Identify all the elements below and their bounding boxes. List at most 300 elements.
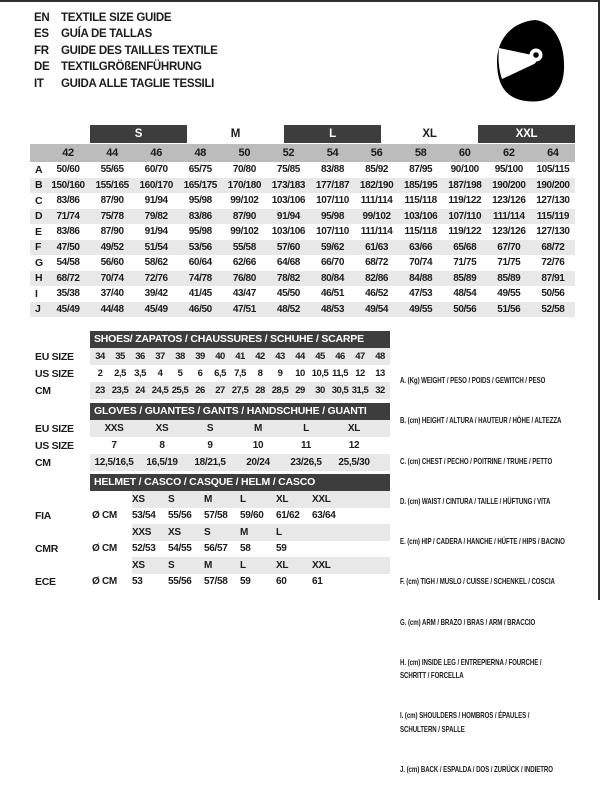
- measurement-value: 82/86: [365, 272, 389, 284]
- measurement-value: 173/183: [271, 179, 306, 191]
- measurement-value: 123/126: [492, 226, 526, 238]
- measurement-value: 83/88: [320, 164, 345, 176]
- measurement-value: 52/58: [541, 303, 565, 315]
- legend-item: A. (Kg) WEIGHT / PESO / POIDS / GEWITCH / PESO: [400, 375, 546, 386]
- measurement-letter: C: [35, 194, 43, 207]
- measurement-value: 99/102: [230, 195, 259, 207]
- measurement-value: 115/118: [404, 226, 437, 238]
- measurement-value: 150/160: [51, 179, 85, 191]
- shoes-size-value: 31,5: [351, 385, 369, 396]
- shoes-size-value: 24,5: [151, 385, 169, 396]
- row-label: EU SIZE: [35, 350, 74, 363]
- measurement-value: 71/75: [497, 257, 521, 269]
- helmet-size-label: M: [204, 493, 213, 505]
- measurement-value: 48/54: [453, 288, 477, 300]
- gloves-row: [35, 437, 390, 454]
- measurement-value: 72/76: [144, 272, 168, 284]
- helmet-size-value: 59: [240, 576, 251, 588]
- helmet-size-value: 63/64: [312, 510, 336, 522]
- shoes-size-value: 32: [375, 385, 385, 396]
- legend-item: C. (cm) CHEST / PECHO / POITRINE / TRUHE / PETTO: [400, 455, 553, 466]
- shoes-size-value: 28,5: [271, 385, 289, 396]
- helmet-size-label: S: [168, 493, 175, 505]
- shoes-size-value: 26: [195, 385, 205, 396]
- gloves-title-bar: GLOVES / GUANTES / GANTS / HANDSCHUHE / GUANTI: [90, 403, 390, 420]
- measurement-value: 190/200: [492, 179, 526, 191]
- measurement-value: 64/68: [276, 257, 300, 269]
- helmet-size-label: M: [204, 559, 213, 571]
- helmet-groups: [35, 491, 390, 590]
- gloves-size-value: 11: [301, 440, 311, 451]
- helmet-size-label: S: [168, 559, 175, 571]
- gloves-size-value: 16,5/19: [146, 457, 178, 468]
- eu-size-header-spacer: [30, 144, 46, 162]
- shoes-cells: [90, 348, 390, 365]
- gloves-size-value: 7: [111, 440, 117, 451]
- measurement-value: 49/55: [497, 288, 521, 300]
- eu-size-value: 44: [106, 147, 118, 159]
- eu-size-value: 46: [150, 147, 163, 159]
- eu-size-value: 58: [414, 147, 427, 159]
- helmet-size-row: [90, 557, 390, 574]
- measurement-cells: [46, 304, 575, 315]
- shoes-size-value: 2,5: [114, 368, 126, 379]
- gloves-size-value: XS: [155, 423, 169, 434]
- shoes-size-value: 28: [255, 385, 265, 396]
- measurement-value: 90/100: [450, 164, 479, 176]
- gloves-rows: [35, 420, 390, 471]
- measurement-value: 111/114: [492, 210, 525, 222]
- measurement-value: 87/90: [100, 195, 124, 207]
- helmet-size-label: XL: [276, 559, 289, 571]
- size-group-slots: [90, 125, 575, 143]
- size-group-label: M: [230, 128, 241, 140]
- row-label: US SIZE: [35, 367, 74, 380]
- language-title-row: [34, 10, 218, 26]
- measurement-legend: [400, 334, 616, 790]
- measurement-value: 84/88: [409, 272, 433, 284]
- helmet-size-label: [312, 527, 348, 538]
- legend-item: H. (cm) INSIDE LEG / ENTREPIERNA / FOURCHE / SCHRITT / FORCELLA: [400, 656, 542, 681]
- gloves-size-value: 12: [348, 440, 360, 451]
- helmet-size-label: XXS: [132, 526, 152, 538]
- guide-title: GUIDA ALLE TAGLIE TESSILI: [61, 77, 215, 90]
- shoes-size-value: 4: [157, 368, 163, 379]
- helmet-standard-rows: [90, 557, 390, 590]
- measurement-letter: H: [35, 272, 43, 285]
- legend-item: D. (cm) WAIST / CINTURA / TAILLE / HÜFTUNG / VITA: [400, 495, 551, 506]
- helmet-size-value: 55/56: [168, 510, 192, 522]
- helmet-size-label: S: [204, 526, 211, 538]
- eu-size-value: 48: [194, 147, 207, 159]
- guide-title: TEXTILGRÖßENFÜHRUNG: [61, 61, 202, 74]
- measurement-value: 55/65: [100, 164, 124, 176]
- measurement-value: 80/84: [320, 272, 345, 284]
- measurement-row: [30, 286, 575, 302]
- size-group-label: XL: [422, 128, 437, 140]
- helmet-standard-group: [35, 491, 390, 524]
- shoes-row: [35, 382, 390, 399]
- measurement-value: 85/89: [453, 272, 477, 284]
- shoes-size-value: 39: [195, 351, 205, 362]
- helmet-size-label: XXL: [312, 559, 331, 571]
- shoes-size-value: 30: [315, 385, 325, 396]
- measurement-value: 119/122: [448, 226, 482, 238]
- shoes-size-value: 27: [215, 385, 225, 396]
- shoes-size-value: 13: [375, 368, 385, 379]
- measurement-value: 49/54: [365, 303, 389, 315]
- measurement-value: 58/62: [144, 257, 168, 269]
- measurement-value: 50/56: [541, 288, 565, 300]
- measurement-value: 59/62: [320, 241, 345, 253]
- shoes-cells: [90, 365, 390, 382]
- measurement-row: [30, 178, 575, 194]
- measurement-cells: [46, 195, 575, 206]
- helmet-size-label: XS: [132, 559, 145, 571]
- guide-title: GUIDE DES TAILLES TEXTILE: [61, 44, 218, 57]
- helmet-size-value: [312, 543, 348, 554]
- eu-size-value: 56: [370, 147, 383, 159]
- measurement-value: 46/51: [320, 288, 345, 300]
- eu-size-header-row: [30, 144, 575, 162]
- shoes-size-value: 2: [97, 368, 103, 379]
- language-title-row: [34, 76, 218, 92]
- eu-size-value: 62: [503, 147, 515, 159]
- measurement-value: 71/75: [453, 257, 477, 269]
- helmet-standard-label: CMR: [35, 543, 59, 555]
- measurement-row: [30, 193, 575, 209]
- helmet-size-label: L: [240, 559, 246, 571]
- helmet-size-label: XL: [276, 493, 289, 505]
- measurement-value: 61/63: [365, 241, 389, 253]
- shoes-title-bar: SHOES/ ZAPATOS / CHAUSSURES / SCHUHE / SCARPE: [90, 331, 390, 348]
- measurement-letter: B: [35, 179, 43, 192]
- measurement-value: 47/50: [56, 241, 80, 253]
- measurement-value: 71/74: [56, 210, 80, 222]
- measurement-value: 123/126: [492, 195, 526, 207]
- measurement-value: 51/54: [144, 241, 168, 253]
- measurement-cells: [46, 257, 575, 268]
- measurement-value: 43/47: [232, 288, 256, 300]
- eu-size-cells: [46, 144, 575, 162]
- measurement-value: 95/98: [188, 226, 212, 238]
- measurement-value: 56/60: [100, 257, 124, 269]
- measurement-cells: [46, 288, 575, 299]
- helmet-standard-label: ECE: [35, 576, 56, 588]
- measurement-value: 185/195: [403, 179, 438, 191]
- measurement-value: 115/119: [536, 210, 570, 222]
- helmet-size-value: 55/56: [168, 576, 192, 588]
- shoes-rows: [35, 348, 390, 399]
- measurement-value: 45/49: [56, 303, 80, 315]
- language-code: EN: [34, 12, 50, 24]
- helmet-size-value: 53/54: [132, 510, 156, 522]
- shoes-size-value: 35: [115, 351, 125, 362]
- legend-item: I. (cm) SHOULDERS / HOMBROS / ÉPAULES / SCHULTERN / SPALLE: [400, 710, 530, 734]
- measurement-value: 95/98: [320, 210, 345, 222]
- language-code: DE: [34, 61, 50, 74]
- measurement-row: [30, 209, 575, 225]
- measurement-value: 66/70: [320, 257, 345, 269]
- measurement-value: 91/94: [276, 210, 300, 222]
- measurement-value: 70/80: [232, 164, 256, 176]
- size-group-label: S: [90, 125, 187, 143]
- language-title-row: [34, 43, 218, 59]
- shoes-size-value: 47: [355, 351, 365, 362]
- racing-helmet-icon: [490, 17, 570, 105]
- shoes-size-value: 29: [295, 385, 305, 396]
- row-label: CM: [35, 456, 51, 469]
- helmet-unit-cell: Ø CM: [92, 510, 117, 522]
- gloves-size-value: L: [303, 423, 309, 434]
- measurement-letter: J: [35, 303, 41, 316]
- measurement-value: 95/100: [494, 164, 523, 176]
- measurement-value: 55/58: [232, 241, 256, 253]
- helmet-standard-group: [35, 557, 390, 590]
- helmet-size-value: 61/62: [276, 510, 300, 522]
- measurement-value: 107/110: [316, 195, 349, 207]
- measurement-letter: F: [35, 241, 42, 254]
- measurement-value: 49/52: [100, 241, 124, 253]
- helmet-value-cells: [132, 543, 348, 554]
- measurement-letter: A: [35, 163, 43, 176]
- helmet-size-label: XS: [168, 526, 181, 538]
- measurement-value: 65/75: [188, 164, 212, 176]
- shoes-size-value: 6: [197, 368, 203, 379]
- measurement-value: 85/92: [365, 164, 389, 176]
- helmet-value-row: [90, 541, 390, 558]
- legend-item: G. (cm) ARM / BRAZO / BRAS / ARM / BRACCIO: [400, 616, 536, 627]
- shoes-size-value: 8: [257, 368, 263, 379]
- row-label: US SIZE: [35, 439, 74, 452]
- shoes-size-value: 30,5: [331, 385, 349, 396]
- gloves-section: [35, 403, 390, 471]
- legend-item: B. (cm) HEIGHT / ALTURA / HAUTEUR / HÖHE / ALTEZZA: [400, 415, 562, 426]
- shoes-row: [35, 348, 390, 365]
- eu-size-value: 50: [238, 147, 251, 159]
- shoes-size-value: 38: [175, 351, 185, 362]
- gloves-size-value: XXS: [104, 423, 124, 434]
- shoes-size-value: 3,5: [134, 368, 146, 379]
- measurement-letter: G: [35, 256, 44, 269]
- measurement-value: 87/90: [232, 210, 256, 222]
- eu-size-value: 60: [458, 147, 471, 159]
- measurement-value: 63/66: [409, 241, 433, 253]
- eu-size-value: 64: [547, 147, 559, 159]
- language-title-row: [34, 59, 218, 75]
- measurement-value: 70/74: [409, 257, 433, 269]
- language-title-list: [34, 10, 218, 92]
- helmet-size-label: M: [240, 526, 249, 538]
- helmet-size-row-spacer: [90, 491, 132, 508]
- measurement-value: 99/102: [230, 226, 259, 238]
- measurement-value: 83/86: [188, 210, 212, 222]
- gloves-cells: [90, 454, 390, 471]
- measurement-value: 103/106: [271, 226, 306, 238]
- measurement-letter: D: [35, 210, 43, 223]
- gloves-size-value: 20/24: [246, 457, 270, 468]
- measurement-value: 57/60: [276, 241, 300, 253]
- shoes-size-value: 6,5: [214, 368, 226, 379]
- measurement-value: 119/122: [448, 195, 482, 207]
- helmet-size-row-spacer: [90, 557, 132, 574]
- measurement-value: 53/56: [188, 241, 212, 253]
- helmet-size-cells: [132, 560, 348, 571]
- shoes-size-value: 7,5: [234, 368, 246, 379]
- helmet-value-row: [90, 508, 390, 525]
- measurement-value: 60/70: [144, 164, 168, 176]
- helmet-size-value: 59/60: [240, 510, 264, 522]
- helmet-standard-rows: [90, 491, 390, 524]
- shoes-size-value: 9: [277, 368, 283, 379]
- shoes-size-value: 42: [255, 351, 265, 362]
- language-title-row: [34, 26, 218, 42]
- measurement-value: 75/85: [276, 164, 300, 176]
- measurement-value: 79/82: [144, 210, 168, 222]
- measurement-value: 67/70: [497, 241, 521, 253]
- gloves-size-value: XL: [347, 423, 361, 434]
- shoes-size-value: 24: [135, 385, 145, 396]
- measurement-cells: [46, 242, 575, 253]
- helmet-size-row: [90, 524, 390, 541]
- measurement-value: 95/98: [188, 195, 212, 207]
- gloves-cells: [90, 437, 390, 454]
- measurement-value: 76/80: [232, 272, 256, 284]
- helmet-size-value: 53: [132, 576, 143, 588]
- legend-item: J. (cm) BACK / ESPALDA / DOS / ZURÜCK / INDIETRO: [400, 764, 553, 774]
- shoes-size-value: 37: [155, 351, 165, 362]
- shoes-size-value: 10,5: [311, 368, 329, 379]
- helmet-size-label: XXL: [312, 493, 331, 505]
- helmet-standard-rows: [90, 524, 390, 557]
- measurement-rows: [30, 162, 575, 317]
- shoes-size-value: 40: [215, 351, 225, 362]
- measurement-value: 87/95: [409, 164, 433, 176]
- eu-size-value: 42: [62, 147, 74, 159]
- measurement-value: 87/90: [100, 226, 124, 238]
- measurement-row: [30, 302, 575, 318]
- gloves-row: [35, 420, 390, 437]
- shoes-size-value: 44: [295, 351, 305, 362]
- measurement-letter: E: [35, 225, 43, 238]
- legend-item: E. (cm) HIP / CADERA / HANCHE / HÜFTE / HIPS / BACINO: [400, 536, 565, 547]
- helmet-size-label: XS: [132, 493, 145, 505]
- shoes-section: [35, 331, 390, 399]
- shoes-size-value: 11,5: [332, 368, 348, 379]
- helmet-value-cells: [132, 576, 348, 587]
- helmet-size-cells: [132, 494, 348, 505]
- measurement-value: 111/114: [360, 226, 393, 238]
- measurement-value: 39/42: [144, 288, 168, 300]
- language-code: IT: [34, 77, 44, 90]
- helmet-size-value: 57/58: [204, 576, 228, 588]
- measurement-value: 62/66: [232, 257, 256, 269]
- measurement-value: 83/86: [56, 195, 80, 207]
- measurement-value: 54/58: [56, 257, 80, 269]
- helmet-size-cells: [132, 527, 348, 538]
- gloves-size-value: 12,5/16,5: [94, 457, 134, 468]
- helmet-value-cells: [132, 510, 348, 521]
- measurement-value: 65/68: [453, 241, 477, 253]
- measurement-cells: [46, 211, 575, 222]
- measurement-value: 37/40: [100, 288, 124, 300]
- shoes-size-value: 48: [375, 351, 385, 362]
- shoes-size-value: 43: [275, 351, 285, 362]
- measurement-value: 46/50: [188, 303, 212, 315]
- measurement-value: 78/82: [276, 272, 300, 284]
- shoes-size-value: 5: [177, 368, 183, 379]
- measurement-value: 190/200: [536, 179, 570, 191]
- measurement-value: 103/106: [403, 210, 438, 222]
- gloves-size-value: S: [206, 423, 214, 434]
- eu-size-value: 54: [326, 147, 339, 159]
- measurement-value: 60/64: [188, 257, 212, 269]
- measurement-value: 107/110: [448, 210, 482, 222]
- measurement-value: 68/72: [56, 272, 80, 284]
- measurement-value: 49/55: [409, 303, 433, 315]
- helmet-size-value: 56/57: [204, 543, 228, 555]
- measurement-value: 182/190: [359, 179, 394, 191]
- shoes-size-value: 10: [295, 368, 305, 379]
- gloves-size-value: 23/26,5: [290, 457, 322, 468]
- measurement-value: 74/78: [188, 272, 212, 284]
- measurement-row: [30, 224, 575, 240]
- helmet-size-value: 60: [276, 576, 287, 588]
- measurement-value: 44/48: [100, 303, 124, 315]
- shoes-size-value: 45: [315, 351, 325, 362]
- measurement-value: 45/50: [276, 288, 300, 300]
- language-code: ES: [34, 28, 49, 41]
- helmet-value-row: [90, 574, 390, 591]
- helmet-size-value: 58: [240, 543, 251, 555]
- size-group-label: L: [284, 125, 381, 143]
- measurement-value: 103/106: [271, 195, 306, 207]
- measurement-value: 50/56: [453, 303, 477, 315]
- measurement-row: [30, 240, 575, 256]
- measurement-value: 83/86: [56, 226, 80, 238]
- measurement-value: 155/165: [95, 179, 129, 191]
- measurement-value: 68/72: [365, 257, 389, 269]
- gloves-row: [35, 454, 390, 471]
- measurement-value: 70/74: [100, 272, 124, 284]
- helmet-unit-cell: Ø CM: [92, 576, 117, 588]
- helmet-section: [35, 474, 390, 590]
- measurement-value: 48/53: [320, 303, 345, 315]
- shoes-cells: [90, 382, 390, 399]
- measurement-row: [30, 255, 575, 271]
- shoes-size-value: 46: [335, 351, 345, 362]
- measurement-row: [30, 162, 575, 178]
- measurement-value: 47/53: [409, 288, 433, 300]
- measurement-value: 85/89: [497, 272, 521, 284]
- measurement-value: 187/198: [448, 179, 482, 191]
- measurement-cells: [46, 226, 575, 237]
- measurement-value: 48/52: [276, 303, 300, 315]
- helmet-size-value: 59: [276, 543, 287, 555]
- eu-size-value: 52: [282, 147, 295, 159]
- measurement-value: 170/180: [227, 179, 262, 191]
- gloves-cells: [90, 420, 390, 437]
- shoes-size-value: 12: [355, 368, 365, 379]
- shoes-size-value: 41: [235, 351, 245, 362]
- measurement-value: 45/49: [144, 303, 168, 315]
- helmet-size-label: L: [240, 493, 246, 505]
- measurement-value: 115/118: [404, 195, 437, 207]
- gloves-size-value: 10: [252, 440, 264, 451]
- helmet-unit-cell: Ø CM: [92, 543, 117, 555]
- shoes-size-value: 34: [95, 351, 105, 362]
- measurement-cells: [46, 164, 575, 175]
